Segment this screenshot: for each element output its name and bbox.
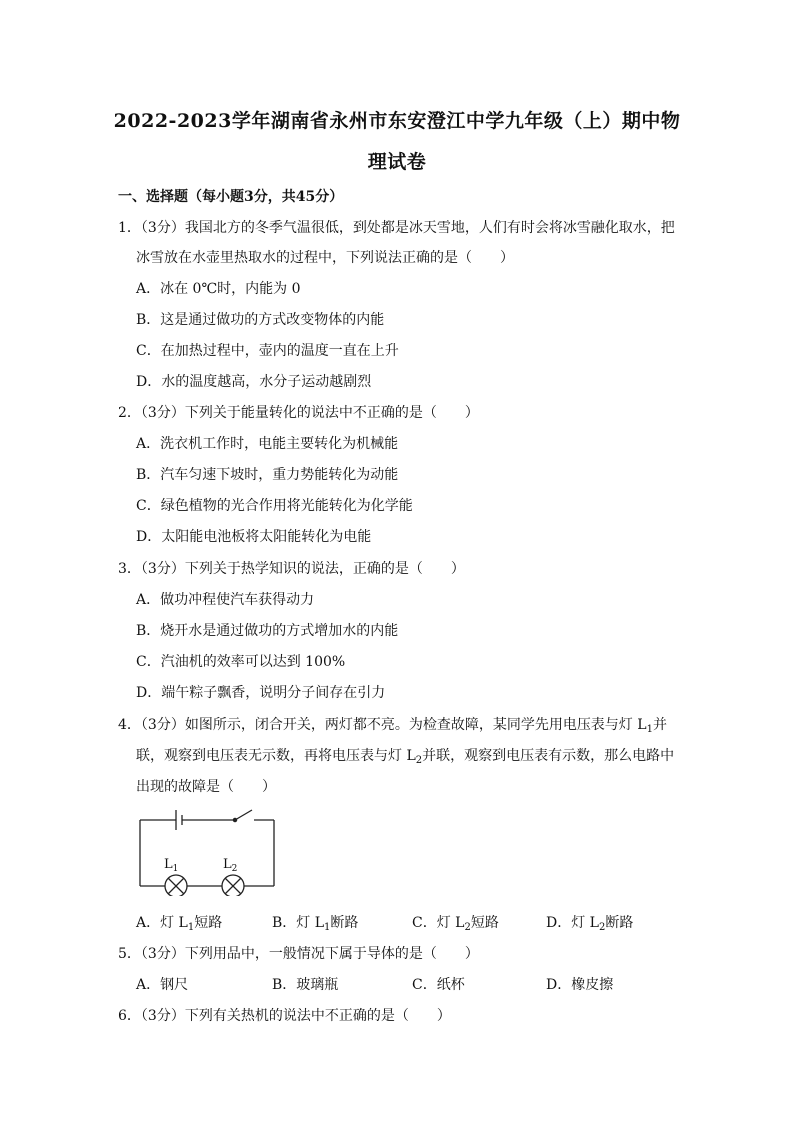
- q2-option-c: C．绿色植物的光合作用将光能转化为化学能: [136, 498, 413, 514]
- q4-option-a: A．灯 $L_1$短路: [136, 915, 223, 933]
- exam-title-line2: 理试卷: [367, 151, 427, 173]
- q4-stem-line3: 出现的故障是（ ）: [136, 779, 276, 795]
- q6-stem: 6．（3分）下列有关热机的说法中不正确的是（ ）: [118, 1008, 451, 1024]
- exam-title-line1: 2022-2023学年湖南省永州市东安澄江中学九年级（上）期中物: [113, 110, 681, 132]
- q4-option-b: B．灯 $L_1$断路: [272, 915, 359, 933]
- q3-option-d: D．端午粽子飘香，说明分子间存在引力: [136, 685, 386, 701]
- q5-option-a: A．钢尺: [136, 977, 189, 993]
- lamp-l2-symbol: [222, 875, 244, 896]
- q1-option-d: D．水的温度越高，水分子运动越剧烈: [136, 374, 372, 390]
- q1-option-a: A．冰在 0℃时，内能为 0: [136, 281, 301, 297]
- circuit-diagram: [138, 806, 278, 896]
- q2-option-b: B．汽车匀速下坡时，重力势能转化为动能: [136, 467, 399, 483]
- section-heading: 一、选择题（每小题3分，共45分）: [118, 189, 344, 205]
- q1-option-c: C．在加热过程中，壶内的温度一直在上升: [136, 343, 399, 359]
- q5-option-c: C．纸杯: [412, 977, 465, 993]
- q5-stem: 5．（3分）下列用品中，一般情况下属于导体的是（ ）: [118, 946, 479, 962]
- q1-stem-line2: 冰雪放在水壶里热取水的过程中，下列说法正确的是（ ）: [136, 250, 514, 266]
- q1-stem-line1: 1．（3分）我国北方的冬季气温很低，到处都是冰天雪地，人们有时会将冰雪融化取水，把: [118, 220, 675, 236]
- q2-stem: 2．（3分）下列关于能量转化的说法中不正确的是（ ）: [118, 405, 479, 421]
- q5-option-b: B．玻璃瓶: [272, 977, 339, 993]
- q3-option-a: A．做功冲程使汽车获得动力: [136, 592, 315, 608]
- lamp-l2-label: $L_2$: [223, 857, 238, 874]
- lamp-l1-symbol: [165, 875, 187, 896]
- q4-option-c: C．灯 $L_2$短路: [412, 915, 499, 933]
- q4-stem-line2: 联，观察到电压表无示数，再将电压表与灯 $L_2$并联，观察到电压表有示数，那么电路中: [136, 748, 675, 766]
- q2-option-a: A．洗衣机工作时，电能主要转化为机械能: [136, 436, 399, 452]
- q4-stem-line1: 4．（3分）如图所示，闭合开关，两灯都不亮。为检查故障，某同学先用电压表与灯 $L_1$并: [118, 717, 667, 735]
- q1-option-b: B．这是通过做功的方式改变物体的内能: [136, 312, 385, 328]
- q2-option-d: D．太阳能电池板将太阳能转化为电能: [136, 529, 372, 545]
- switch-lever: [235, 810, 252, 820]
- q3-stem: 3．（3分）下列关于热学知识的说法，正确的是（ ）: [118, 561, 465, 577]
- q4-option-d: D．灯 $L_2$断路: [546, 915, 634, 933]
- q3-option-b: B．烧开水是通过做功的方式增加水的内能: [136, 623, 399, 639]
- q5-option-d: D．橡皮擦: [546, 977, 614, 993]
- lamp-l1-label: $L_1$: [164, 857, 179, 874]
- q3-option-c: C．汽油机的效率可以达到 100%: [136, 654, 346, 670]
